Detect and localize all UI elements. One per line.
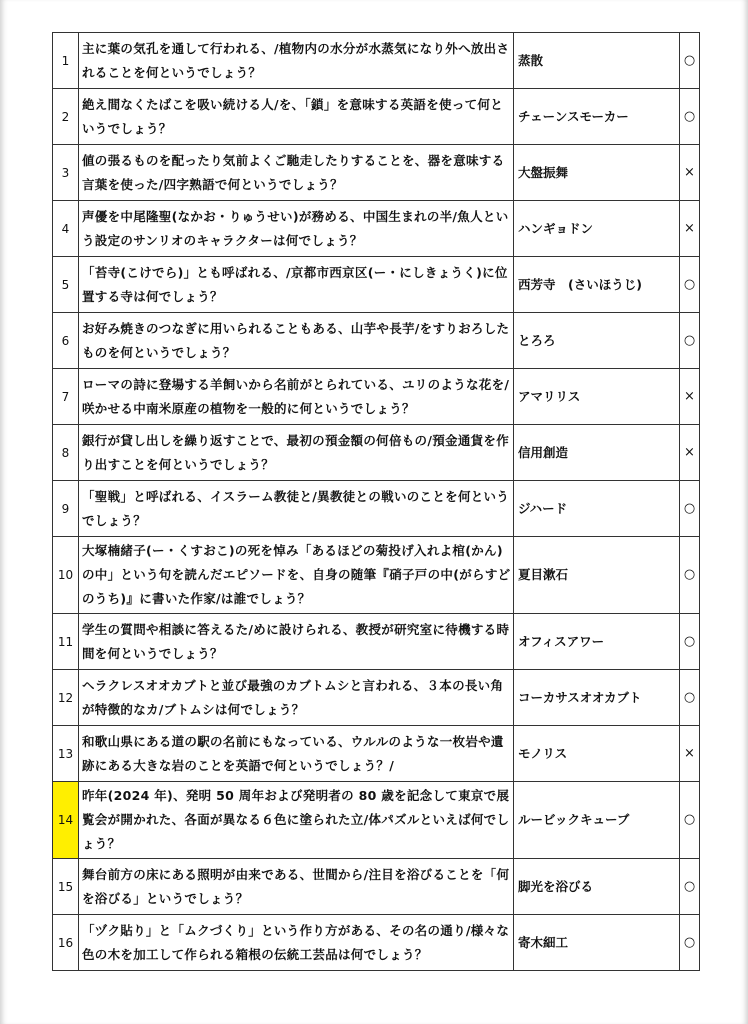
table-row — [53, 257, 700, 313]
table-row — [53, 670, 700, 726]
answer-text: モノリス — [514, 726, 680, 782]
question-number: 4 — [53, 201, 79, 257]
question-number: 15 — [53, 859, 79, 915]
answer-text: 蒸散 — [514, 33, 680, 89]
result-mark: ○ — [680, 915, 700, 971]
question-text: 舞台前方の床にある照明が由来である、世間から/注目を浴びることを「何を浴びる」というでしょう？ — [79, 859, 514, 915]
question-text: 「聖戦」と呼ばれる、イスラーム教徒と/異教徒との戦いのことを何というでしょう？ — [79, 481, 514, 537]
answer-text: ジハード — [514, 481, 680, 537]
question-text: 昨年(2024 年)、発明 50 周年および発明者の 80 歳を記念して東京で展覧会が開かれた、各面が異なる６色に塗られた立/体パズルといえば何でしょう？ — [79, 782, 514, 859]
table-row — [53, 425, 700, 481]
answer-text: とろろ — [514, 313, 680, 369]
question-number: 2 — [53, 89, 79, 145]
question-text: 銀行が貸し出しを繰り返すことで、最初の預金額の何倍もの/預金通貨を作り出すことを何というでしょう？ — [79, 425, 514, 481]
question-text: 学生の質問や相談に答えるた/めに設けられる、教授が研究室に待機する時間を何というでしょう？ — [79, 614, 514, 670]
answer-text: 西芳寺 (さいほうじ) — [514, 257, 680, 313]
question-text: 「苔寺(こけでら)」とも呼ばれる、/京都市西京区(ー・にしきょうく)に位置する寺は何でしょう？ — [79, 257, 514, 313]
question-number: 9 — [53, 481, 79, 537]
question-text: 値の張るものを配ったり気前よくご馳走したりすることを、器を意味する言葉を使った/四字熟語で何というでしょう？ — [79, 145, 514, 201]
question-number: 13 — [53, 726, 79, 782]
table-row — [53, 782, 700, 859]
question-number: 12 — [53, 670, 79, 726]
question-text: ヘラクレスオオカブトと並び最強のカブトムシと言われる、３本の長い角が特徴的なカ/ブトムシは何でしょう？ — [79, 670, 514, 726]
answer-text: 信用創造 — [514, 425, 680, 481]
answer-text: 夏目漱石 — [514, 537, 680, 614]
answer-text: 脚光を浴びる — [514, 859, 680, 915]
question-number: 1 — [53, 33, 79, 89]
table-row — [53, 33, 700, 89]
table-row — [53, 201, 700, 257]
table-row — [53, 537, 700, 614]
question-text: 主に葉の気孔を通して行われる、/植物内の水分が水蒸気になり外へ放出されることを何というでしょう？ — [79, 33, 514, 89]
question-number: 6 — [53, 313, 79, 369]
question-text: 「ヅク貼り」と「ムクづくり」という作り方がある、その名の通り/様々な色の木を加工して作られる箱根の伝統工芸品は何でしょう？ — [79, 915, 514, 971]
question-text: 大塚楠緒子(ー・くすおこ)の死を悼み「あるほどの菊投げ入れよ棺(かん)の中」という句を読んだエピソードを、自身の随筆『硝子戸の中(がらすどのうち)』に書いた作家/は誰でしょう？ — [79, 537, 514, 614]
table-row — [53, 726, 700, 782]
result-mark: ○ — [680, 89, 700, 145]
result-mark: ○ — [680, 670, 700, 726]
result-mark: ○ — [680, 313, 700, 369]
table-row — [53, 614, 700, 670]
result-mark: ○ — [680, 33, 700, 89]
question-number: 10 — [53, 537, 79, 614]
table-row — [53, 313, 700, 369]
result-mark: × — [680, 145, 700, 201]
answer-text: チェーンスモーカー — [514, 89, 680, 145]
question-number: 14 — [53, 782, 79, 859]
question-text: 絶え間なくたばこを吸い続ける人/を、「鎖」を意味する英語を使って何というでしょう？ — [79, 89, 514, 145]
table-row — [53, 89, 700, 145]
answer-text: ルービックキューブ — [514, 782, 680, 859]
question-text: 和歌山県にある道の駅の名前にもなっている、ウルルのような一枚岩や遺跡にある大きな岩のことを英語で何というでしょう？/ — [79, 726, 514, 782]
table-row — [53, 369, 700, 425]
table-row — [53, 915, 700, 971]
result-mark: ○ — [680, 481, 700, 537]
table-row — [53, 145, 700, 201]
answer-text: アマリリス — [514, 369, 680, 425]
result-mark: ○ — [680, 537, 700, 614]
question-number: 11 — [53, 614, 79, 670]
question-number: 16 — [53, 915, 79, 971]
question-text: 声優を中尾隆聖(なかお・りゅうせい)が務める、中国生まれの半/魚人という設定のサンリオのキャラクターは何でしょう？ — [79, 201, 514, 257]
question-text: お好み焼きのつなぎに用いられることもある、山芋や長芋/をすりおろしたものを何というでしょう？ — [79, 313, 514, 369]
question-text: ローマの詩に登場する羊飼いから名前がとられている、ユリのような花を/咲かせる中南米原産の植物を一般的に何というでしょう？ — [79, 369, 514, 425]
result-mark: × — [680, 726, 700, 782]
question-number: 3 — [53, 145, 79, 201]
answer-text: ハンギョドン — [514, 201, 680, 257]
result-mark: × — [680, 201, 700, 257]
question-number: 7 — [53, 369, 79, 425]
result-mark: ○ — [680, 257, 700, 313]
table-row — [53, 481, 700, 537]
result-mark: × — [680, 369, 700, 425]
answer-text: 大盤振舞 — [514, 145, 680, 201]
answer-text: コーカサスオオカブト — [514, 670, 680, 726]
answer-text: 寄木細工 — [514, 915, 680, 971]
question-number: 5 — [53, 257, 79, 313]
quiz-table — [52, 32, 700, 971]
table-row — [53, 859, 700, 915]
result-mark: ○ — [680, 859, 700, 915]
question-number: 8 — [53, 425, 79, 481]
result-mark: ○ — [680, 614, 700, 670]
answer-text: オフィスアワー — [514, 614, 680, 670]
result-mark: ○ — [680, 782, 700, 859]
result-mark: × — [680, 425, 700, 481]
